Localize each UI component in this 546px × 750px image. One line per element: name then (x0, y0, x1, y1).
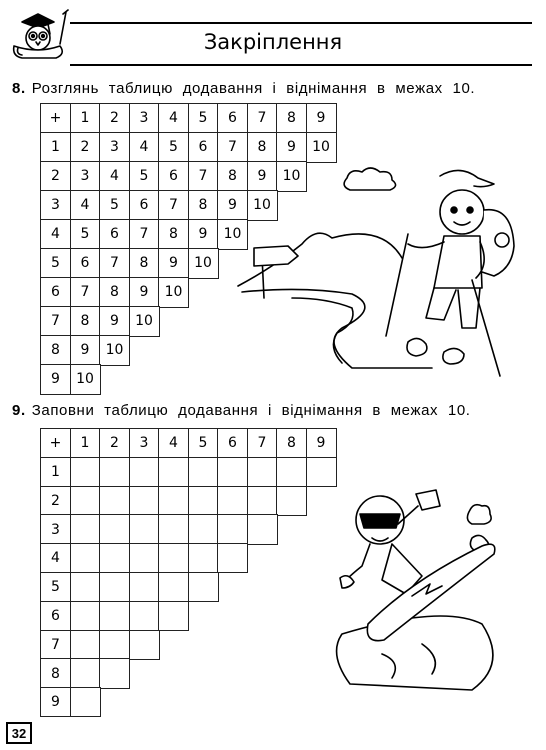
table-cell (158, 514, 189, 544)
table-cell: 8 (158, 219, 189, 250)
table-cell: 9 (129, 277, 160, 308)
table-cell (129, 514, 160, 544)
table-cell (99, 457, 130, 487)
table-corner-plus: + (40, 428, 71, 458)
table-cell: 5 (158, 132, 189, 163)
table-cell (188, 457, 219, 487)
table-cell: 8 (247, 132, 278, 163)
table-cell: 3 (70, 161, 101, 192)
page-title: Закріплення (203, 30, 343, 54)
table-cell (129, 486, 160, 516)
table-cell: 9 (247, 161, 278, 192)
row-header: 2 (40, 486, 71, 516)
table-cell (158, 543, 189, 573)
row-header: 8 (40, 335, 71, 366)
row-header: 4 (40, 543, 71, 573)
hiker-illustration (232, 168, 532, 388)
table-cell: 6 (70, 248, 101, 279)
table-cell (70, 572, 101, 602)
row-header: 3 (40, 190, 71, 221)
row-header: 2 (40, 161, 71, 192)
table-cell: 4 (129, 132, 160, 163)
header-rule-bottom (70, 64, 532, 66)
row-header: 1 (40, 457, 71, 487)
table-cell: 7 (70, 277, 101, 308)
task-8-number: 8. (12, 80, 26, 97)
snowboarder-illustration (322, 484, 522, 706)
table-cell (99, 658, 130, 688)
table-cell (99, 601, 130, 631)
table-cell (188, 486, 219, 516)
table-cell (99, 630, 130, 660)
column-header: 4 (158, 103, 189, 134)
table-cell: 6 (99, 219, 130, 250)
table-cell (158, 486, 189, 516)
page-number: 32 (6, 722, 32, 744)
table-cell (158, 601, 189, 631)
table-cell: 6 (158, 161, 189, 192)
row-header: 5 (40, 572, 71, 602)
table-cell (70, 457, 101, 487)
column-header: 1 (70, 103, 101, 134)
table-cell: 9 (99, 306, 130, 337)
table-cell (99, 572, 130, 602)
table-cell (306, 457, 337, 487)
table-cell (217, 543, 248, 573)
table-cell (217, 486, 248, 516)
table-cell: 9 (217, 190, 248, 221)
table-cell: 5 (70, 219, 101, 250)
table-cell: 7 (158, 190, 189, 221)
table-cell: 10 (129, 306, 160, 337)
table-cell: 10 (188, 248, 219, 279)
table-corner-plus: + (40, 103, 71, 134)
row-header: 7 (40, 630, 71, 660)
table-cell: 10 (99, 335, 130, 366)
table-cell: 8 (217, 161, 248, 192)
row-header: 6 (40, 601, 71, 631)
table-cell: 7 (129, 219, 160, 250)
column-header: 2 (99, 103, 130, 134)
table-cell: 9 (70, 335, 101, 366)
table-cell: 3 (99, 132, 130, 163)
task-8-instruction (12, 80, 475, 97)
table-cell: 5 (129, 161, 160, 192)
table-cell (70, 630, 101, 660)
table-cell: 10 (247, 190, 278, 221)
table-cell: 2 (70, 132, 101, 163)
column-header: 5 (188, 103, 219, 134)
table-cell: 8 (99, 277, 130, 308)
table-cell (217, 457, 248, 487)
table-cell (99, 514, 130, 544)
table-cell: 6 (129, 190, 160, 221)
row-header: 9 (40, 687, 71, 717)
table-cell (158, 457, 189, 487)
table-cell (276, 486, 307, 516)
table-cell (70, 687, 101, 717)
column-header: 9 (306, 103, 337, 134)
table-cell (99, 486, 130, 516)
column-header: 5 (188, 428, 219, 458)
table-cell (276, 457, 307, 487)
table-cell: 4 (99, 161, 130, 192)
table-cell (70, 543, 101, 573)
table-cell (129, 630, 160, 660)
task-8-text: Розглянь таблицю додавання і віднімання в межах 10. (31, 80, 476, 97)
row-header: 7 (40, 306, 71, 337)
task-9-text: Заповни таблицю додавання і віднімання в межах 10. (31, 402, 471, 419)
table-cell (129, 457, 160, 487)
table-cell (129, 572, 160, 602)
table-cell: 7 (188, 161, 219, 192)
column-header: 1 (70, 428, 101, 458)
table-cell (70, 658, 101, 688)
header-rule-top (70, 22, 532, 24)
table-cell: 5 (99, 190, 130, 221)
table-cell (188, 514, 219, 544)
table-cell (70, 486, 101, 516)
table-cell: 10 (70, 364, 101, 395)
row-header: 3 (40, 514, 71, 544)
table-cell (247, 514, 278, 544)
row-header: 4 (40, 219, 71, 250)
column-header: 3 (129, 428, 160, 458)
task-9-number: 9. (12, 402, 26, 419)
column-header: 6 (217, 103, 248, 134)
column-header: 2 (99, 428, 130, 458)
table-cell: 9 (158, 248, 189, 279)
column-header: 6 (217, 428, 248, 458)
column-header: 3 (129, 103, 160, 134)
column-header: 8 (276, 428, 307, 458)
table-cell (247, 457, 278, 487)
table-cell: 10 (306, 132, 337, 163)
table-cell: 7 (217, 132, 248, 163)
row-header: 5 (40, 248, 71, 279)
table-cell (70, 601, 101, 631)
table-cell: 7 (99, 248, 130, 279)
column-header: 7 (247, 428, 278, 458)
column-header: 7 (247, 103, 278, 134)
row-header: 9 (40, 364, 71, 395)
table-cell: 10 (217, 219, 248, 250)
table-cell (99, 543, 130, 573)
table-cell (158, 572, 189, 602)
table-cell (217, 514, 248, 544)
row-header: 6 (40, 277, 71, 308)
table-cell (247, 486, 278, 516)
row-header: 8 (40, 658, 71, 688)
table-cell: 6 (188, 132, 219, 163)
table-cell (188, 543, 219, 573)
column-header: 4 (158, 428, 189, 458)
table-cell: 8 (70, 306, 101, 337)
table-cell: 8 (188, 190, 219, 221)
table-cell: 10 (158, 277, 189, 308)
task-9-instruction (12, 402, 471, 419)
table-cell (129, 601, 160, 631)
table-cell: 9 (188, 219, 219, 250)
table-cell (70, 514, 101, 544)
table-cell (188, 572, 219, 602)
table-cell: 10 (276, 161, 307, 192)
table-cell: 9 (276, 132, 307, 163)
row-header: 1 (40, 132, 71, 163)
table-cell (129, 543, 160, 573)
column-header: 9 (306, 428, 337, 458)
column-header: 8 (276, 103, 307, 134)
table-cell: 8 (129, 248, 160, 279)
table-cell: 4 (70, 190, 101, 221)
